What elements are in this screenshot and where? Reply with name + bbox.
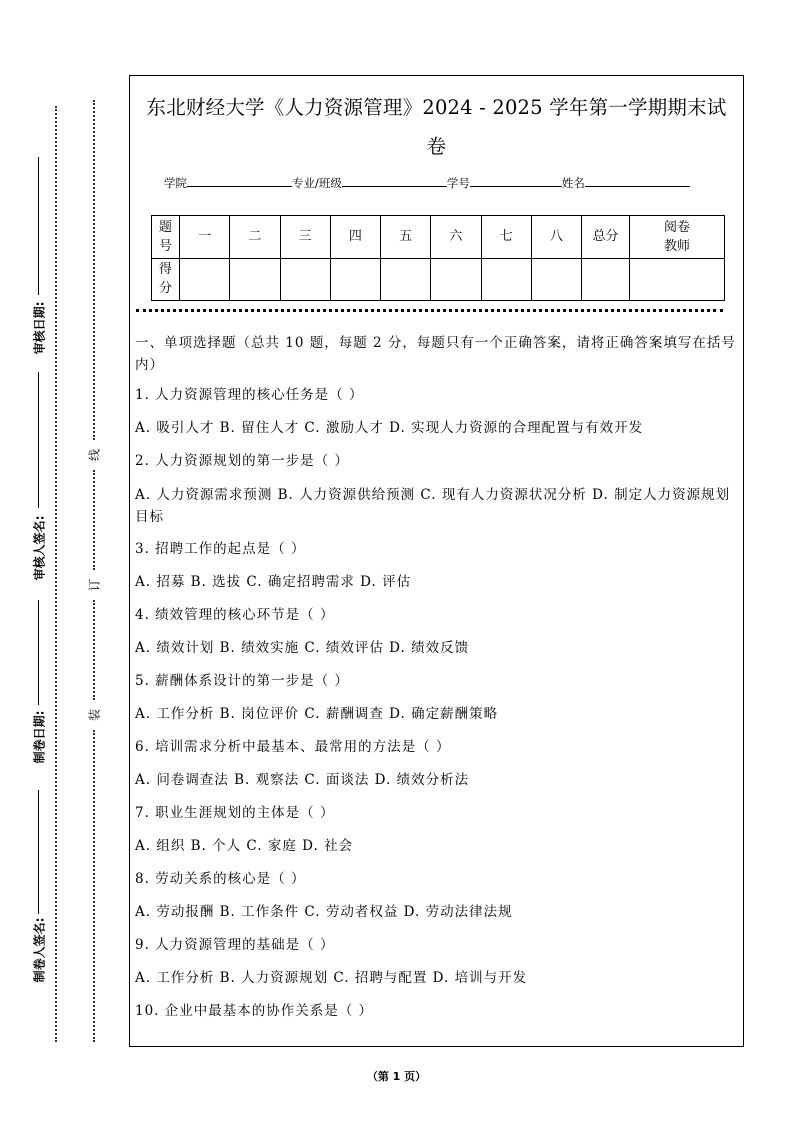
- answer-options: A. 工作分析 B. 人力资源规划 C. 招聘与配置 D. 培训与开发: [135, 970, 528, 986]
- score-cell[interactable]: [180, 258, 230, 301]
- question-section: [135, 332, 737, 1022]
- question-text: 10. 企业中最基本的协作关系是（ ）: [135, 1003, 374, 1019]
- question-header: 三: [280, 216, 330, 259]
- page-number: （第 1 页）: [366, 1070, 427, 1083]
- score-table-header-row: [152, 216, 725, 259]
- cut-line-segment: [93, 730, 95, 1042]
- score-cell[interactable]: [381, 258, 431, 301]
- compile-date-line: [38, 600, 39, 705]
- college-field[interactable]: [187, 176, 292, 187]
- score-cell[interactable]: [531, 258, 581, 301]
- score-cell[interactable]: [280, 258, 330, 301]
- score-row-label: 得 分: [152, 258, 180, 301]
- name-label: 姓名: [561, 176, 585, 190]
- answer-options: A. 吸引人才 B. 留住人才 C. 激励人才 D. 实现人力资源的合理配置与有效开发: [135, 420, 644, 436]
- question-text: 3. 招聘工作的起点是（ ）: [135, 541, 306, 557]
- question-text: 7. 职业生涯规划的主体是（ ）: [135, 805, 335, 821]
- question-text: 1. 人力资源管理的核心任务是（ ）: [135, 387, 364, 403]
- name-field[interactable]: [585, 176, 690, 187]
- score-table-score-row: [152, 258, 725, 301]
- answer-options: A. 组织 B. 个人 C. 家庭 D. 社会: [135, 838, 354, 854]
- answer-options: A. 绩效计划 B. 绩效实施 C. 绩效评估 D. 绩效反馈: [135, 640, 470, 656]
- question-text: 5. 薪酬体系设计的第一步是（ ）: [135, 673, 349, 689]
- question-text: 8. 劳动关系的核心是（ ）: [135, 871, 306, 887]
- score-cell[interactable]: [630, 258, 725, 301]
- student-id-field[interactable]: [470, 176, 562, 187]
- binding-char-line: 线: [85, 449, 104, 461]
- score-cell[interactable]: [230, 258, 280, 301]
- exam-frame: [129, 75, 744, 1047]
- major-class-label: 专业/班级: [292, 176, 342, 190]
- exam-title: [130, 88, 743, 166]
- score-cell[interactable]: [431, 258, 481, 301]
- question-text: 4. 绩效管理的核心环节是（ ）: [135, 607, 335, 623]
- question-header: 七: [481, 216, 531, 259]
- compiler-signature-line: [38, 790, 39, 914]
- exam-title-line2: 卷: [426, 135, 447, 158]
- score-table: [151, 215, 725, 301]
- exam-title-line1: 东北财经大学《人力资源管理》2024 - 2025 学年第一学期期末试: [146, 96, 727, 119]
- cut-line-segment: [93, 470, 95, 570]
- cut-line-segment: [93, 600, 95, 700]
- cut-line-segment: [93, 100, 95, 440]
- binding-char-pack: 装: [85, 709, 104, 721]
- question-header: 一: [180, 216, 230, 259]
- review-date-line: [38, 157, 39, 295]
- student-id-label: 学号: [446, 176, 470, 190]
- question-header: 八: [531, 216, 581, 259]
- major-class-field[interactable]: [342, 176, 447, 187]
- dotted-separator: [136, 309, 723, 312]
- answer-options: A. 人力资源需求预测 B. 人力资源供给预测 C. 现有人力资源状况分析 D. 制定人力资源规划目标: [135, 487, 731, 525]
- answer-options: A. 问卷调查法 B. 观察法 C. 面谈法 D. 绩效分析法: [135, 772, 470, 788]
- grader-header: 阅卷 教师: [630, 216, 725, 259]
- total-score-header: 总分: [582, 216, 630, 259]
- question-text: 2. 人力资源规划的第一步是（ ）: [135, 453, 349, 469]
- question-header: 四: [330, 216, 380, 259]
- binding-char-bind: 订: [85, 579, 104, 591]
- question-header: 五: [381, 216, 431, 259]
- question-text: 6. 培训需求分析中最基本、最常用的方法是（ ）: [135, 739, 451, 755]
- question-header: 六: [431, 216, 481, 259]
- score-cell[interactable]: [582, 258, 630, 301]
- answer-options: A. 工作分析 B. 岗位评价 C. 薪酬调查 D. 确定薪酬策略: [135, 706, 499, 722]
- answer-options: A. 招募 B. 选拔 C. 确定招聘需求 D. 评估: [135, 574, 412, 590]
- cut-line-outer: [55, 106, 57, 1042]
- score-cell[interactable]: [481, 258, 531, 301]
- reviewer-signature-line: [38, 372, 39, 508]
- section-heading: 一、单项选择题（总共 10 题，每题 2 分，每题只有一个正确答案，请将正确答案填写在括号内）: [135, 335, 736, 373]
- student-info-row: [164, 175, 690, 191]
- question-header: 二: [230, 216, 280, 259]
- score-cell[interactable]: [330, 258, 380, 301]
- college-label: 学院: [164, 176, 187, 190]
- question-text: 9. 人力资源管理的基础是（ ）: [135, 937, 335, 953]
- question-no-header: 题 号: [152, 216, 180, 259]
- answer-options: A. 劳动报酬 B. 工作条件 C. 劳动者权益 D. 劳动法律法规: [135, 904, 513, 920]
